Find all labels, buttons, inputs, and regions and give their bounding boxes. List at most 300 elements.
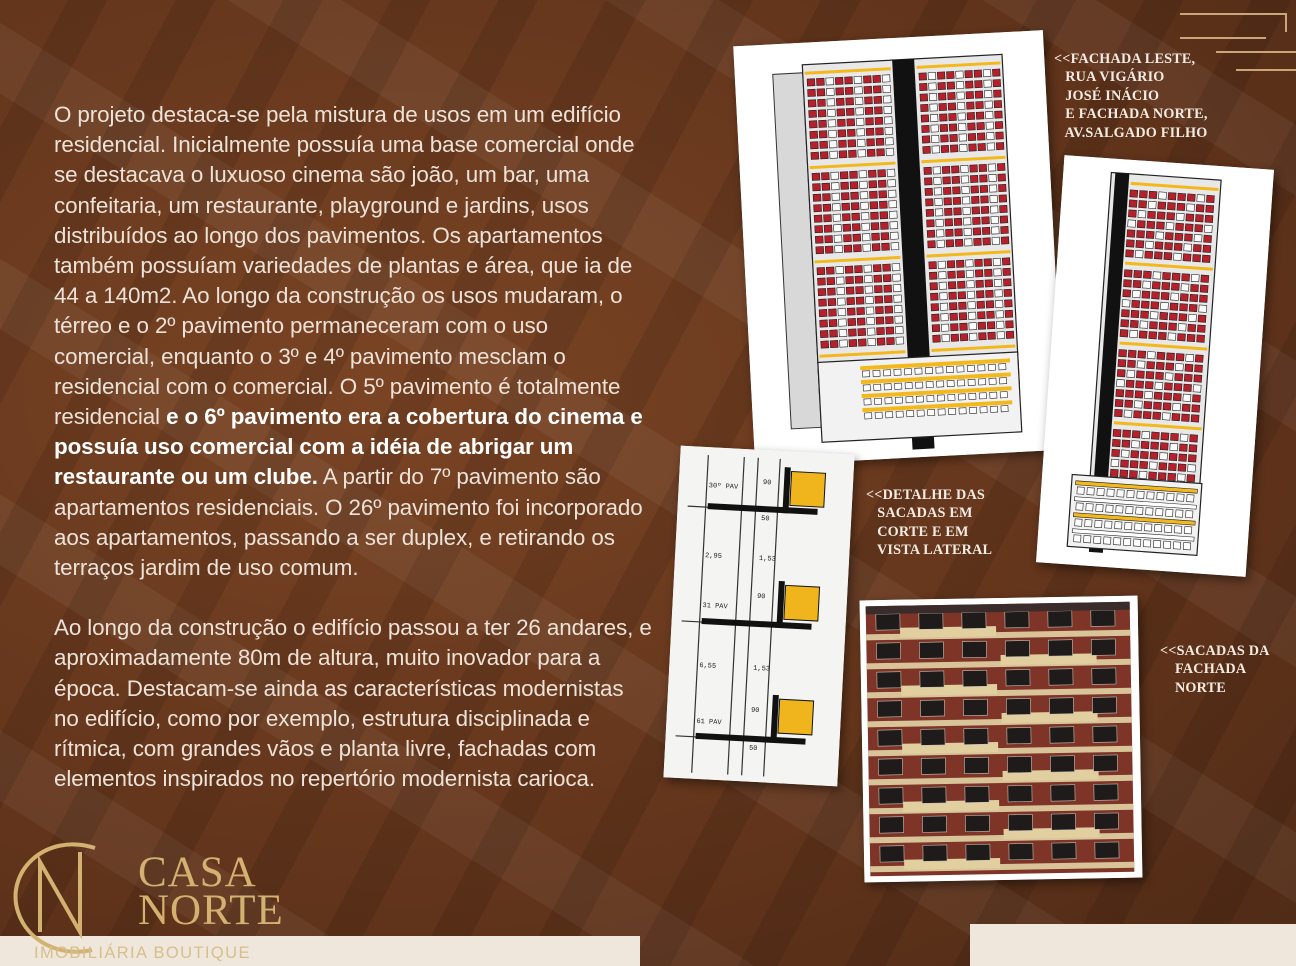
facade-window bbox=[975, 259, 983, 266]
facade-window bbox=[1168, 333, 1176, 341]
facade-window bbox=[877, 338, 885, 345]
facade-window bbox=[1145, 241, 1153, 249]
facade-window bbox=[852, 224, 860, 231]
facade-window bbox=[1115, 522, 1122, 529]
facade-window bbox=[1002, 258, 1010, 265]
facade-window bbox=[1077, 487, 1084, 494]
facade-window bbox=[966, 91, 974, 98]
facade-window bbox=[1126, 240, 1134, 248]
facade-window bbox=[969, 407, 976, 413]
facade-window bbox=[927, 230, 935, 237]
facade-window bbox=[1158, 192, 1166, 200]
facade-window bbox=[1170, 433, 1178, 441]
building-window bbox=[879, 788, 903, 804]
drawing-label: 6,55 bbox=[699, 661, 717, 671]
facade-window bbox=[827, 109, 835, 116]
facade-window bbox=[1150, 452, 1158, 460]
facade-window bbox=[827, 288, 835, 295]
facade-window bbox=[1206, 195, 1214, 203]
facade-window bbox=[974, 238, 982, 245]
facade-window bbox=[1145, 251, 1153, 259]
facade-window bbox=[851, 203, 859, 210]
facade-window bbox=[845, 266, 853, 273]
facade-window bbox=[996, 142, 1004, 149]
facade-window bbox=[993, 258, 1001, 265]
facade-window bbox=[1120, 330, 1128, 338]
caption-detail: <<DETALHE DAS SACADAS EM CORTE E EM VISTA LATERAL bbox=[866, 487, 993, 559]
facade-window bbox=[906, 396, 913, 402]
facade-window bbox=[821, 341, 829, 348]
facade-window bbox=[894, 295, 902, 302]
facade-window bbox=[997, 332, 1005, 339]
facade-window bbox=[826, 88, 834, 95]
facade-window bbox=[1149, 462, 1157, 470]
facade-window bbox=[833, 214, 841, 221]
facade-window bbox=[880, 222, 888, 229]
facade-window bbox=[810, 142, 818, 149]
facade-window bbox=[1118, 359, 1126, 367]
facade-window bbox=[976, 291, 984, 298]
facade-window bbox=[1121, 320, 1129, 328]
facade-window bbox=[1179, 314, 1187, 322]
facade-window bbox=[1087, 488, 1094, 495]
facade-window bbox=[1127, 370, 1135, 378]
facade-window bbox=[820, 320, 828, 327]
facade-window bbox=[893, 284, 901, 291]
facade-window bbox=[915, 368, 922, 374]
facade-window bbox=[961, 165, 969, 172]
building-window bbox=[920, 671, 944, 687]
facade-window bbox=[808, 89, 816, 96]
facade-window bbox=[932, 146, 940, 153]
building-window bbox=[1005, 611, 1029, 627]
facade-window bbox=[940, 293, 948, 300]
facade-window bbox=[1112, 439, 1120, 447]
facade-window bbox=[883, 274, 891, 281]
facade-window bbox=[920, 94, 928, 101]
balcony-section-drawing bbox=[663, 446, 854, 787]
facade-window bbox=[1147, 361, 1155, 369]
facade-window bbox=[955, 229, 963, 236]
facade-window bbox=[888, 180, 896, 187]
facade-window bbox=[826, 78, 834, 85]
facade-window bbox=[895, 383, 902, 389]
drawing-label: 1,53 bbox=[753, 664, 771, 674]
facade-window bbox=[823, 204, 831, 211]
facade-window bbox=[895, 316, 903, 323]
facade-window bbox=[938, 93, 946, 100]
facade-window bbox=[850, 182, 858, 189]
paragraph-history-highlight: e o 6º pavimento era a cobertura do cinema e possuía uso comercial com a idéia de abrigar um restaurante ou um clube. bbox=[54, 404, 643, 490]
facade-window bbox=[1139, 471, 1147, 479]
facade-window bbox=[1171, 283, 1179, 291]
facade-window bbox=[1144, 401, 1152, 409]
facade-window bbox=[960, 334, 968, 341]
facade-window bbox=[1129, 200, 1137, 208]
facade-window bbox=[840, 340, 848, 347]
facade-window bbox=[925, 199, 933, 206]
facade-window bbox=[1172, 413, 1180, 421]
facade-window bbox=[1005, 310, 1013, 317]
facade-window bbox=[1134, 411, 1142, 419]
facade-window bbox=[995, 111, 1003, 118]
facade-window bbox=[947, 261, 955, 268]
facade-window bbox=[1165, 232, 1173, 240]
facade-window bbox=[895, 326, 903, 333]
facade-window bbox=[834, 224, 842, 231]
facade-window bbox=[1151, 442, 1159, 450]
facade-window bbox=[965, 70, 973, 77]
facade-window bbox=[977, 301, 985, 308]
facade-window bbox=[1115, 399, 1123, 407]
facade-window bbox=[871, 212, 879, 219]
facade-window bbox=[995, 290, 1003, 297]
facade-window bbox=[929, 272, 937, 279]
building-window bbox=[963, 670, 987, 686]
facade-window bbox=[866, 118, 874, 125]
facade-window bbox=[895, 397, 902, 403]
facade-window bbox=[954, 218, 962, 225]
facade-window bbox=[830, 340, 838, 347]
facade-window bbox=[929, 93, 937, 100]
facade-window bbox=[1179, 454, 1187, 462]
facade-window bbox=[1165, 242, 1173, 250]
facade-window bbox=[817, 267, 825, 274]
facade-window bbox=[890, 222, 898, 229]
facade-window bbox=[874, 398, 881, 404]
facade-window bbox=[927, 395, 934, 401]
facade-window bbox=[869, 191, 877, 198]
facade-window bbox=[981, 196, 989, 203]
facade-window bbox=[1189, 445, 1197, 453]
facade-window bbox=[945, 219, 953, 226]
building-window bbox=[1048, 611, 1072, 627]
facade-window bbox=[925, 188, 933, 195]
facade-window bbox=[969, 323, 977, 330]
facade-window bbox=[848, 140, 856, 147]
facade-window bbox=[1195, 224, 1203, 232]
balcony-section-illustration bbox=[663, 446, 854, 787]
facade-window bbox=[859, 171, 867, 178]
facade-window bbox=[1189, 304, 1197, 312]
drawing-label: 50 bbox=[760, 514, 770, 524]
facade-window bbox=[1196, 205, 1204, 213]
facade-window bbox=[937, 381, 944, 387]
facade-window bbox=[1197, 325, 1205, 333]
logo-text-norte: NORTE bbox=[138, 887, 284, 934]
facade-window bbox=[854, 265, 862, 272]
facade-window bbox=[896, 411, 903, 417]
facade-window bbox=[857, 318, 865, 325]
facade-window bbox=[1127, 360, 1135, 368]
facade-window bbox=[1205, 215, 1213, 223]
building-window bbox=[1007, 727, 1031, 743]
facade-window bbox=[1124, 410, 1132, 418]
facade-window bbox=[815, 236, 823, 243]
facade-window bbox=[926, 209, 934, 216]
facade-window bbox=[934, 188, 942, 195]
facade-window bbox=[872, 244, 880, 251]
facade-window bbox=[937, 395, 944, 401]
facade-window bbox=[842, 214, 850, 221]
facade-window bbox=[859, 181, 867, 188]
facade-window bbox=[826, 267, 834, 274]
facade-window bbox=[1130, 330, 1138, 338]
facade-window bbox=[942, 166, 950, 173]
facade-window bbox=[970, 175, 978, 182]
facade-window bbox=[874, 107, 882, 114]
facade-window bbox=[1155, 382, 1163, 390]
facade-window bbox=[996, 321, 1004, 328]
facade-window bbox=[1184, 234, 1192, 242]
building-window bbox=[1091, 610, 1115, 626]
facade-window bbox=[838, 319, 846, 326]
facade-window bbox=[1169, 323, 1177, 331]
facade-window bbox=[1187, 204, 1195, 212]
facade-window bbox=[1176, 213, 1184, 221]
building-window bbox=[920, 700, 944, 716]
facade-window bbox=[957, 380, 964, 386]
facade-window bbox=[933, 167, 941, 174]
facade-window bbox=[1123, 430, 1131, 438]
facade-window bbox=[967, 112, 975, 119]
facade-window bbox=[1164, 525, 1171, 532]
facade-window bbox=[820, 152, 828, 159]
facade-window bbox=[1146, 371, 1154, 379]
facade-window bbox=[1135, 391, 1143, 399]
facade-window bbox=[1138, 210, 1146, 218]
facade-window bbox=[979, 164, 987, 171]
facade-window bbox=[863, 385, 870, 391]
facade-window bbox=[812, 173, 820, 180]
facade-window bbox=[892, 263, 900, 270]
facade-window bbox=[941, 135, 949, 142]
facade-window bbox=[1169, 313, 1177, 321]
facade-window bbox=[858, 339, 866, 346]
facade-window bbox=[1110, 469, 1118, 477]
facade-window bbox=[996, 311, 1004, 318]
facade-window bbox=[1182, 274, 1190, 282]
facade-window bbox=[1161, 433, 1169, 441]
drawing-label: 30º PAV bbox=[708, 482, 739, 492]
facade-window bbox=[829, 141, 837, 148]
facade-window bbox=[938, 261, 946, 268]
building-window bbox=[922, 787, 946, 803]
balcony-photo-illustration bbox=[860, 596, 1143, 883]
facade-window bbox=[894, 369, 901, 375]
facade-window bbox=[886, 412, 893, 418]
facade-window bbox=[973, 217, 981, 224]
facade-window bbox=[930, 283, 938, 290]
facade-window bbox=[1149, 322, 1157, 330]
building-window bbox=[1092, 668, 1116, 684]
facade-window bbox=[1188, 324, 1196, 332]
facade-window bbox=[1186, 214, 1194, 222]
facade-window bbox=[1178, 324, 1186, 332]
building-window bbox=[1093, 726, 1117, 742]
facade-window bbox=[1155, 242, 1163, 250]
building-window bbox=[1094, 784, 1118, 800]
facade-window bbox=[962, 197, 970, 204]
building-window bbox=[876, 643, 900, 659]
facade-window bbox=[854, 76, 862, 83]
facade-window bbox=[973, 228, 981, 235]
facade-window bbox=[874, 275, 882, 282]
facade-window bbox=[1004, 289, 1012, 296]
facade-window bbox=[930, 104, 938, 111]
facade-window bbox=[855, 97, 863, 104]
building-window bbox=[919, 613, 943, 629]
facade-window bbox=[883, 85, 891, 92]
facade-window bbox=[887, 169, 895, 176]
facade-window bbox=[1200, 285, 1208, 293]
facade-window bbox=[808, 100, 816, 107]
facade-window bbox=[875, 117, 883, 124]
facade-window bbox=[976, 112, 984, 119]
facade-window bbox=[858, 328, 866, 335]
facade-window bbox=[1169, 453, 1177, 461]
facade-window bbox=[922, 136, 930, 143]
facade-window bbox=[965, 81, 973, 88]
facade-window bbox=[967, 365, 974, 371]
facade-window bbox=[1001, 406, 1008, 412]
facade-window bbox=[983, 238, 991, 245]
facade-window bbox=[957, 366, 964, 372]
facade-window bbox=[828, 120, 836, 127]
building-window bbox=[1091, 639, 1115, 655]
facade-window bbox=[999, 364, 1006, 370]
building-window bbox=[963, 699, 987, 715]
facade-window bbox=[866, 128, 874, 135]
building-window bbox=[1008, 814, 1032, 830]
facade-window bbox=[1123, 538, 1130, 545]
facade-window bbox=[884, 285, 892, 292]
facade-window bbox=[837, 298, 845, 305]
facade-window bbox=[882, 243, 890, 250]
facade-window bbox=[924, 167, 932, 174]
building-window bbox=[1050, 727, 1074, 743]
facade-window bbox=[1176, 510, 1183, 517]
facade-window bbox=[1206, 205, 1214, 213]
facade-window bbox=[985, 111, 993, 118]
facade-window bbox=[814, 205, 822, 212]
facade-window bbox=[1150, 312, 1158, 320]
facade-window bbox=[880, 212, 888, 219]
drawing-label: 2,95 bbox=[704, 552, 723, 561]
facade-window bbox=[935, 198, 943, 205]
facade-window bbox=[867, 317, 875, 324]
facade-window bbox=[1171, 293, 1179, 301]
facade-window bbox=[1180, 304, 1188, 312]
facade-window bbox=[1158, 473, 1166, 481]
facade-window bbox=[959, 134, 967, 141]
facade-window bbox=[879, 201, 887, 208]
facade-window bbox=[1131, 310, 1139, 318]
building-window bbox=[1008, 785, 1032, 801]
facade-window bbox=[968, 312, 976, 319]
facade-window bbox=[839, 151, 847, 158]
facade-window bbox=[964, 239, 972, 246]
facade-window bbox=[936, 230, 944, 237]
building-window bbox=[1006, 698, 1030, 714]
facade-window bbox=[867, 139, 875, 146]
facade-window bbox=[836, 88, 844, 95]
facade-window bbox=[1194, 365, 1202, 373]
facade-window bbox=[1074, 535, 1081, 542]
building-window bbox=[921, 758, 945, 774]
facade-window bbox=[842, 203, 850, 210]
facade-window bbox=[968, 123, 976, 130]
facade-window bbox=[1144, 524, 1151, 531]
facade-window bbox=[1162, 272, 1170, 280]
facade-window bbox=[1126, 506, 1133, 513]
facade-window bbox=[941, 314, 949, 321]
facade-window bbox=[1184, 374, 1192, 382]
facade-window bbox=[1141, 301, 1149, 309]
facade-window bbox=[866, 296, 874, 303]
facade-window bbox=[1103, 537, 1110, 544]
facade-window bbox=[992, 69, 1000, 76]
facade-window bbox=[1147, 351, 1155, 359]
facade-window bbox=[1164, 393, 1172, 401]
facade-window bbox=[941, 145, 949, 152]
facade-window bbox=[811, 152, 819, 159]
drawing-label: 90 bbox=[762, 479, 772, 488]
building-window bbox=[1006, 669, 1030, 685]
facade-window bbox=[1197, 195, 1205, 203]
facade-window bbox=[1120, 470, 1128, 478]
building-window bbox=[1049, 669, 1073, 685]
facade-window bbox=[929, 83, 937, 90]
facade-window bbox=[1191, 274, 1199, 282]
facade-window bbox=[875, 296, 883, 303]
facade-window bbox=[989, 174, 997, 181]
facade-window bbox=[1167, 493, 1174, 500]
facade-window bbox=[1156, 508, 1163, 515]
facade-window bbox=[988, 332, 996, 339]
facade-window bbox=[1154, 524, 1161, 531]
facade-window bbox=[1201, 275, 1209, 283]
facade-window bbox=[827, 99, 835, 106]
facade-north-illustration bbox=[1036, 155, 1274, 577]
building-window bbox=[922, 816, 946, 832]
facade-window bbox=[864, 275, 872, 282]
facade-window bbox=[921, 104, 929, 111]
facade-window bbox=[1141, 441, 1149, 449]
facade-window bbox=[916, 396, 923, 402]
facade-window bbox=[1112, 449, 1120, 457]
facade-window bbox=[1123, 280, 1131, 288]
facade-window bbox=[969, 333, 977, 340]
facade-window bbox=[845, 87, 853, 94]
facade-window bbox=[876, 317, 884, 324]
facade-window bbox=[1075, 519, 1082, 526]
facade-window bbox=[866, 307, 874, 314]
facade-window bbox=[1175, 363, 1183, 371]
facade-window bbox=[884, 106, 892, 113]
facade-window bbox=[1183, 254, 1191, 262]
facade-window bbox=[868, 170, 876, 177]
facade-window bbox=[998, 184, 1006, 191]
facade-window bbox=[1156, 232, 1164, 240]
facade-window bbox=[936, 219, 944, 226]
facade-window bbox=[1136, 371, 1144, 379]
building-window bbox=[878, 730, 902, 746]
facade-window bbox=[957, 271, 965, 278]
facade-window bbox=[930, 293, 938, 300]
facade-window bbox=[1130, 461, 1138, 469]
facade-window bbox=[1107, 489, 1114, 496]
